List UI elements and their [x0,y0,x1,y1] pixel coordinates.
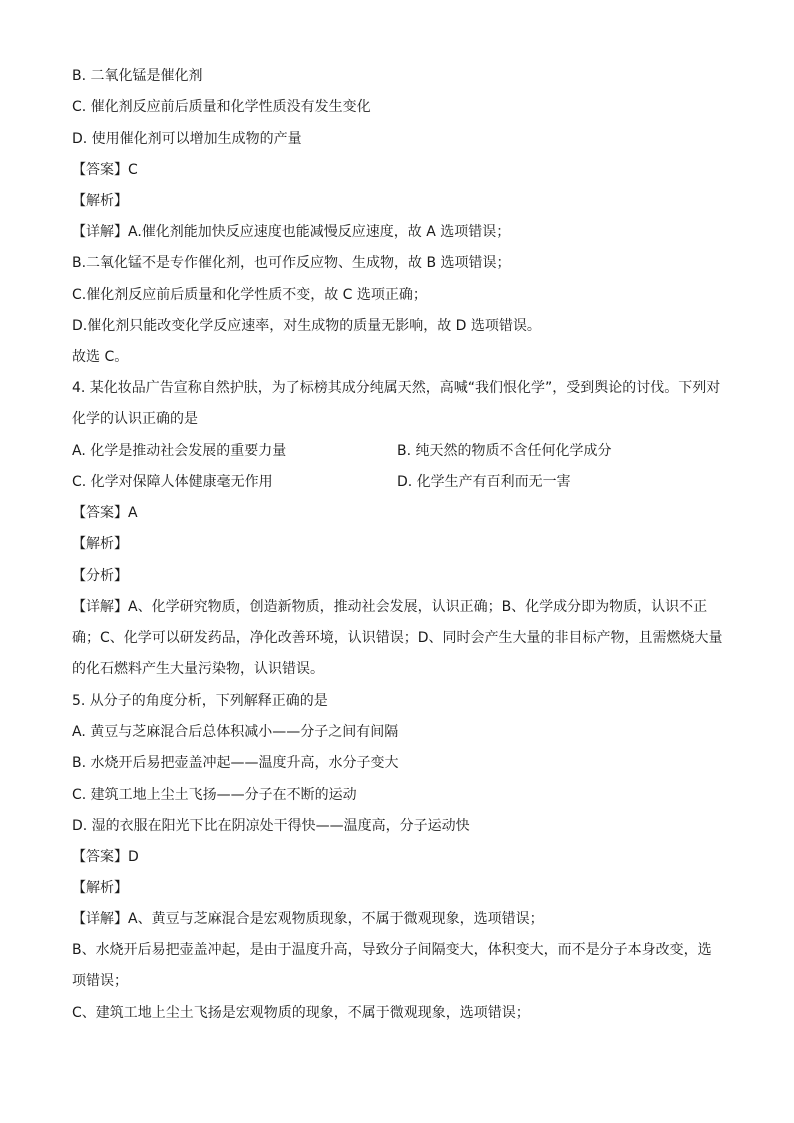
q3-answer: 【答案】C [72,162,138,178]
q3-analysis-label: 【解析】 [72,193,128,209]
q3-detail-3: C.催化剂反应前后质量和化学性质不变，故 C 选项正确； [72,287,427,303]
q4-analysis-label: 【解析】 [72,536,128,552]
q3-conclusion: 故选 C。 [72,349,129,365]
q5-detail-a: 【详解】A、黄豆与芝麻混合是宏观物质现象，不属于微观现象，选项错误； [72,911,544,927]
q5-answer: 【答案】D [72,849,139,865]
q3-detail-1: 【详解】A.催化剂能加快反应速度也能减慢反应速度，故 A 选项错误； [72,224,511,240]
q4-option-c: C. 化学对保障人体健康毫无作用 [72,474,273,490]
q4-option-a: A. 化学是推动社会发展的重要力量 [72,443,287,459]
q4-detail: 【详解】A、化学研究物质，创造新物质，推动社会发展，认识正确；B、化学成分即为物质，认识不正确；C、化学可以研发药品，净化改善环境，认识错误；D、同时会产生大量的非目标产物，且需燃烧大量的化石燃料产生大量污染物，认识错误。 [72,599,723,677]
q5-detail-b: B、水烧开后易把壶盖冲起，是由于温度升高，导致分子间隔变大，体积变大，而不是分子本身改变，选项错误； [72,942,712,989]
q4-option-b: B. 纯天然的物质不含任何化学成分 [397,443,612,459]
q3-option-c: C. 催化剂反应前后质量和化学性质没有发生变化 [72,99,371,115]
q5-analysis-label: 【解析】 [72,880,128,896]
q5-stem: 5. 从分子的角度分析，下列解释正确的是 [72,693,328,709]
q3-option-b: B. 二氧化锰是催化剂 [72,68,203,84]
q5-option-b: B. 水烧开后易把壶盖冲起——温度升高，水分子变大 [72,755,399,771]
q3-detail-4: D.催化剂只能改变化学反应速率，对生成物的质量无影响，故 D 选项错误。 [72,318,541,334]
q5-detail-c: C、建筑工地上尘土飞扬是宏观物质的现象，不属于微观现象，选项错误； [72,1005,530,1021]
q4-option-d: D. 化学生产有百利而无一害 [397,474,571,490]
q4-stem: 4. 某化妆品广告宣称自然护肤，为了标榜其成分纯属天然，高喊“我们恨化学”，受到舆论的讨伐。下列对化学的认识正确的是 [72,380,721,427]
q5-option-d: D. 湿的衣服在阳光下比在阴凉处干得快——温度高，分子运动快 [72,818,470,834]
q4-fenxi-label: 【分析】 [72,568,128,584]
q4-answer: 【答案】A [72,505,138,521]
q5-option-a: A. 黄豆与芝麻混合后总体积减小——分子之间有间隔 [72,724,399,740]
q3-option-d: D. 使用催化剂可以增加生成物的产量 [72,131,302,147]
q3-detail-2: B.二氧化锰不是专作催化剂，也可作反应物、生成物，故 B 选项错误； [72,255,511,271]
q5-option-c: C. 建筑工地上尘土飞扬——分子在不断的运动 [72,787,357,803]
